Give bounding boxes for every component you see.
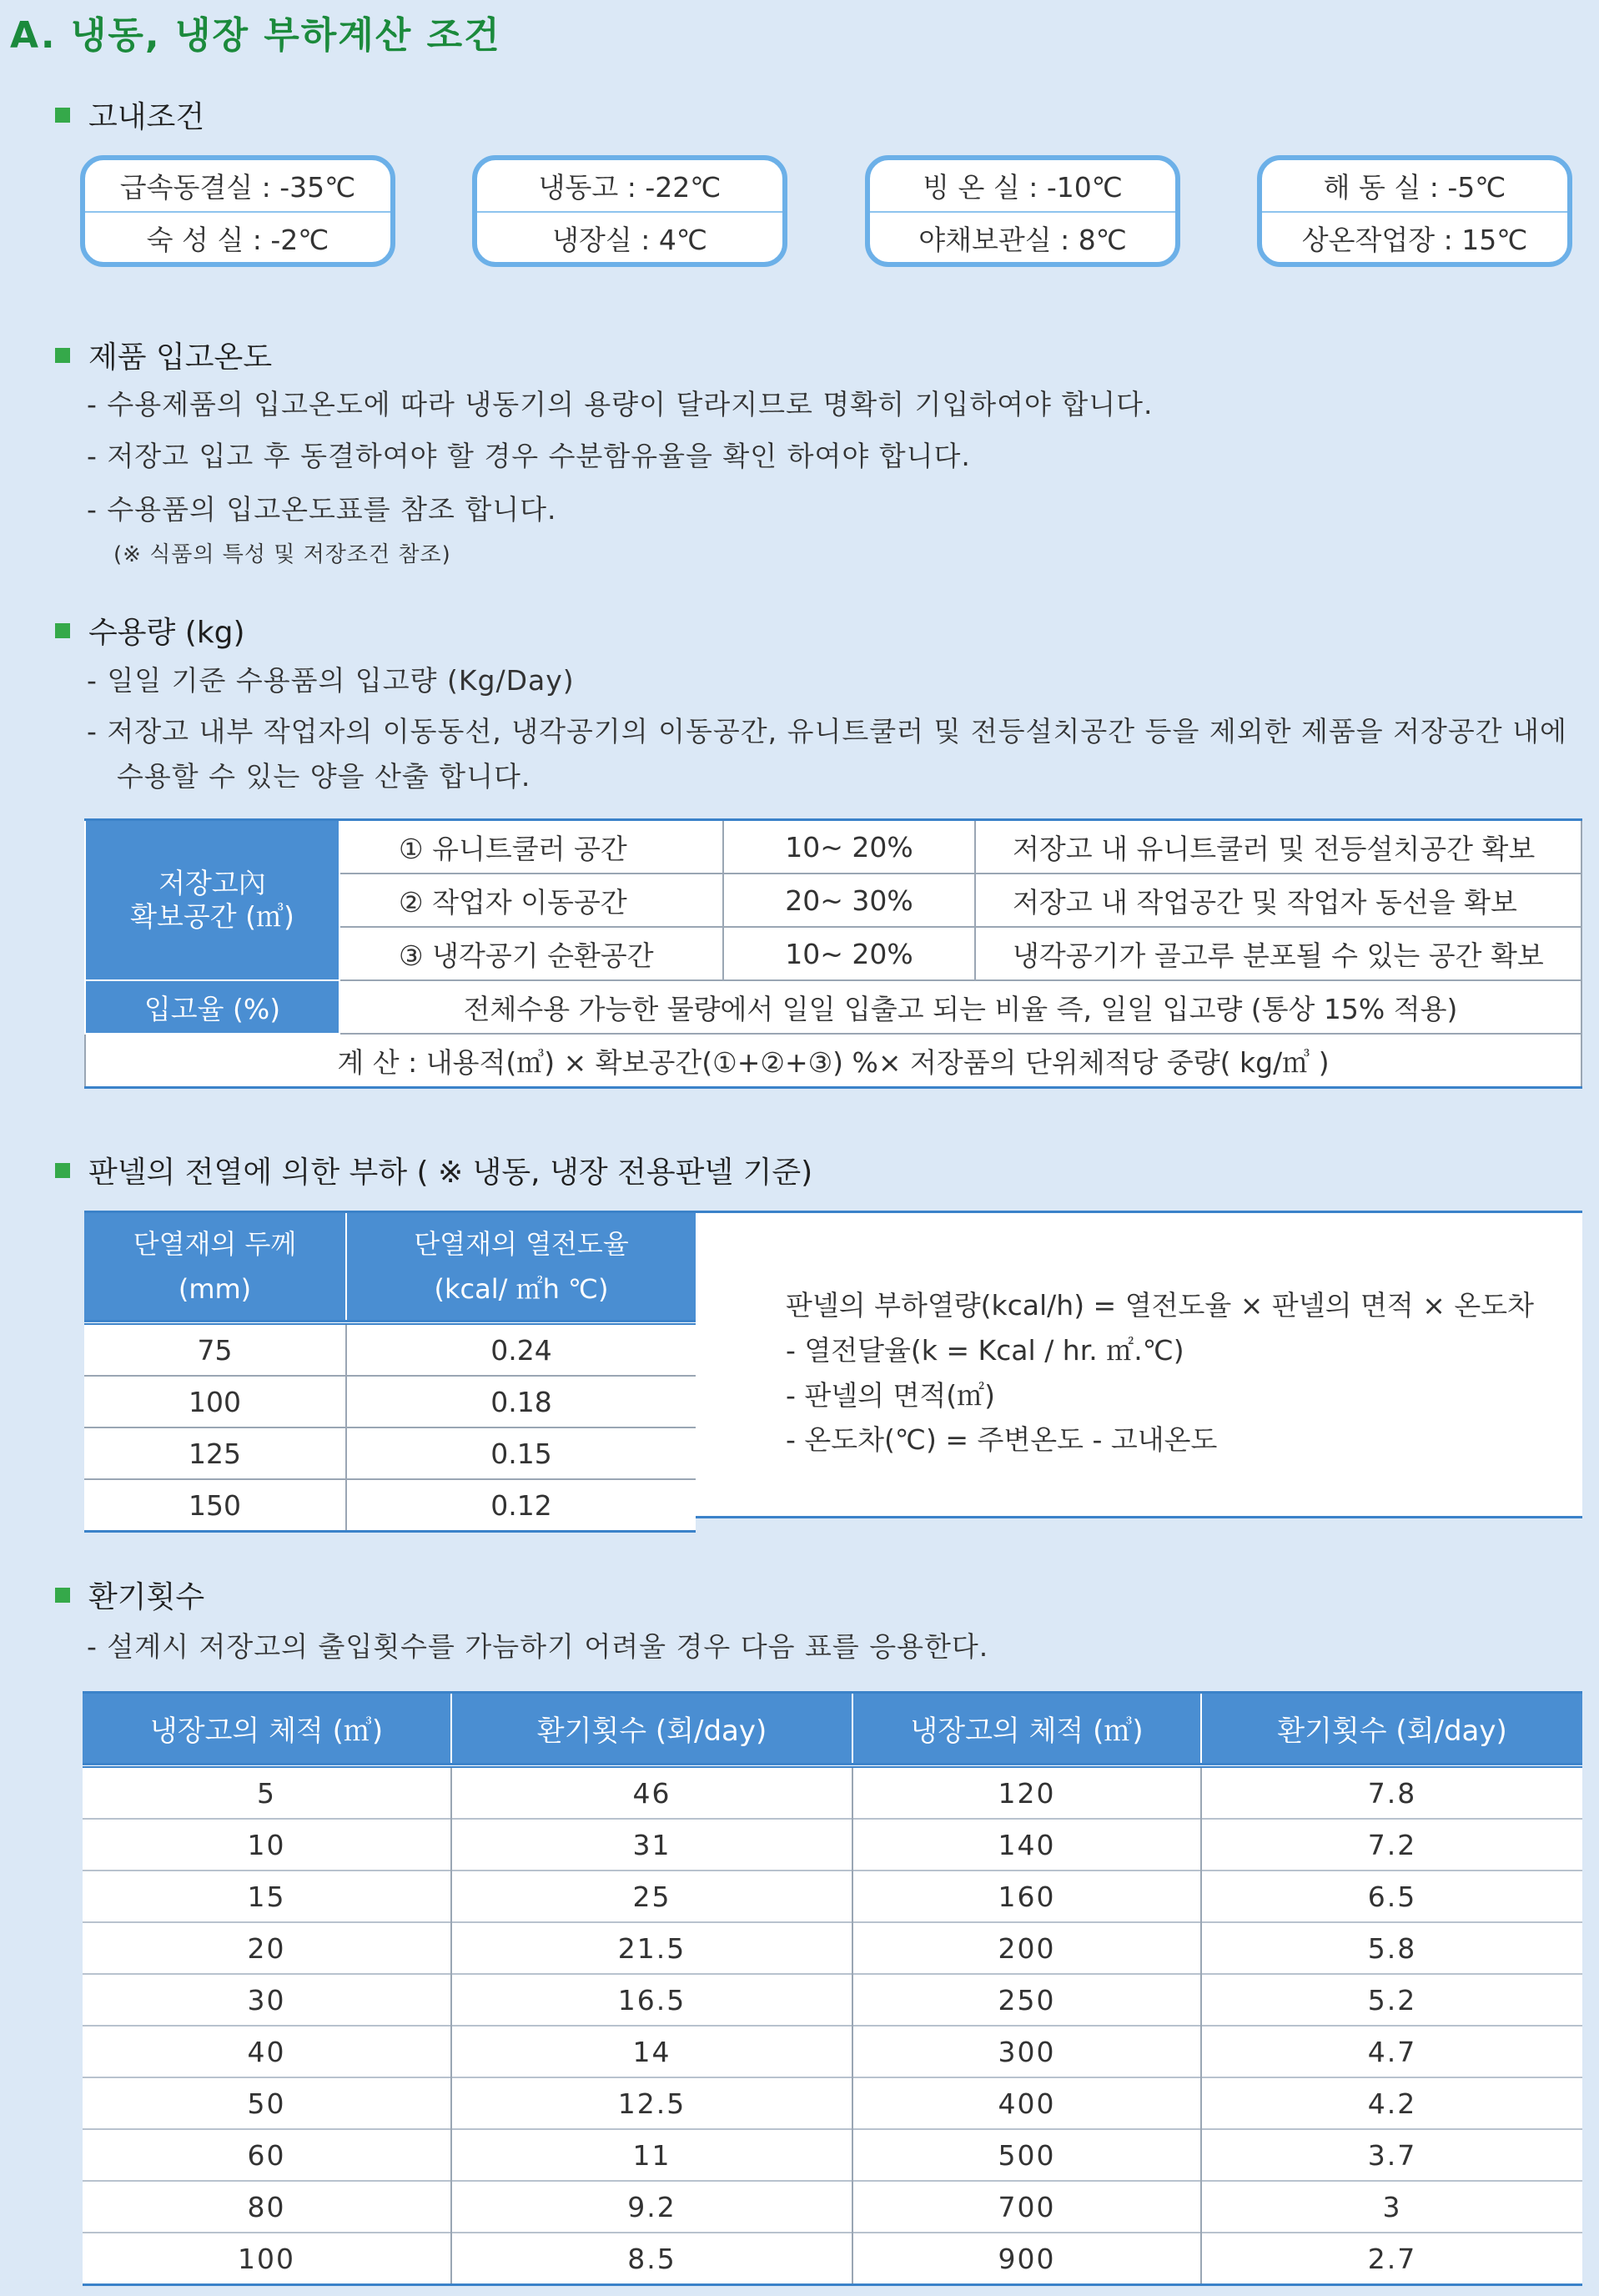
table-row	[84, 1376, 696, 1427]
table-row	[83, 2233, 1582, 2285]
volume-cell: 40	[83, 2026, 451, 2077]
ventilation-count-cell: 31	[451, 1819, 852, 1871]
space-desc: 저장고 내 작업공간 및 작업자 동선을 확보	[975, 874, 1581, 927]
ventilation-count-cell: 7.8	[1201, 1765, 1582, 1819]
condition-line: 상온작업장 : 15℃	[1262, 211, 1567, 264]
formula-line: - 판넬의 면적(㎡)	[786, 1379, 996, 1412]
section-heading-panel-load	[55, 1149, 812, 1191]
volume-cell: 100	[83, 2233, 451, 2285]
section-heading-product-temp	[55, 334, 272, 376]
conductivity-cell: 0.18	[346, 1376, 696, 1427]
capacity-line-1: - 일일 기준 수용품의 입고량 (Kg/Day)	[87, 664, 575, 697]
page-title: A. 냉동, 냉장 부하계산 조건	[10, 14, 501, 57]
ventilation-count-cell: 3.7	[1201, 2129, 1582, 2181]
table-row	[84, 1427, 696, 1479]
condition-line: 야채보관실 : 8℃	[870, 211, 1175, 264]
table-header-row	[84, 1212, 696, 1323]
space-item: ① 유니트쿨러 공간	[339, 820, 723, 874]
section-heading-label: 수용량 (kg)	[88, 616, 245, 650]
product-temp-line-1: - 수용제품의 입고온도에 따라 냉동기의 용량이 달라지므로 명확히 기입하여야 합니다.	[87, 388, 1154, 420]
table-row	[85, 980, 1581, 1034]
table-row	[83, 2026, 1582, 2077]
ventilation-count-cell: 3	[1201, 2181, 1582, 2233]
ventilation-count-cell: 2.7	[1201, 2233, 1582, 2285]
ventilation-count-cell: 11	[451, 2129, 852, 2181]
volume-cell: 400	[852, 2077, 1201, 2129]
volume-cell: 160	[852, 1871, 1201, 1922]
thickness-cell: 75	[84, 1322, 346, 1376]
calculation-formula: 계 산 : 내용적(㎥) × 확보공간(①+②+③) %× 저장품의 단위체적당 중량( kg/㎥ )	[85, 1034, 1581, 1088]
ventilation-table	[83, 1691, 1582, 2286]
table-row	[83, 1765, 1582, 1819]
table-row	[84, 1322, 696, 1376]
product-temp-line-3: - 수용품의 입고온도표를 참조 합니다.	[87, 493, 557, 526]
ventilation-table-body	[83, 1765, 1582, 2285]
volume-cell: 10	[83, 1819, 451, 1871]
capacity-line-2a: - 저장고 내부 작업자의 이동동선, 냉각공기의 이동공간, 유니트쿨러 및 전등설치공간 등을 제외한 제품을 저장공간 내에	[87, 715, 1567, 748]
storage-space-label	[85, 820, 339, 981]
space-range: 10~ 20%	[723, 927, 975, 980]
column-header-volume: 냉장고의 체적 (㎥)	[83, 1693, 451, 1766]
volume-cell: 300	[852, 2026, 1201, 2077]
table-row	[83, 1974, 1582, 2026]
section-heading-label: 판넬의 전열에 의한 부하 ( ※ 냉동, 냉장 전용판넬 기준)	[88, 1156, 813, 1190]
ventilation-count-cell: 6.5	[1201, 1871, 1582, 1922]
ventilation-count-cell: 5.2	[1201, 1974, 1582, 2026]
volume-cell: 120	[852, 1765, 1201, 1819]
section-heading-ventilation	[55, 1573, 204, 1616]
conductivity-cell: 0.15	[346, 1427, 696, 1479]
formula-line: 판넬의 부하열량(kcal/h) = 열전도율 × 판넬의 면적 × 온도차	[786, 1289, 1534, 1322]
column-header-ventilation-count: 환기횟수 (회/day)	[451, 1693, 852, 1766]
table-header-row	[83, 1693, 1582, 1766]
column-header-thickness	[84, 1212, 346, 1323]
condition-box-4	[1257, 155, 1572, 267]
volume-cell: 50	[83, 2077, 451, 2129]
condition-line: 급속동결실 : -35℃	[119, 171, 356, 204]
table-row	[83, 1819, 1582, 1871]
table-row	[83, 2077, 1582, 2129]
ventilation-count-cell: 21.5	[451, 1922, 852, 1974]
volume-cell: 15	[83, 1871, 451, 1922]
square-bullet-icon	[55, 623, 70, 638]
square-bullet-icon	[55, 1163, 70, 1178]
volume-cell: 5	[83, 1765, 451, 1819]
panel-insulation-table	[84, 1211, 696, 1533]
ventilation-line: - 설계시 저장고의 출입횟수를 가늠하기 어려울 경우 다음 표를 응용한다.	[87, 1630, 989, 1663]
volume-cell: 80	[83, 2181, 451, 2233]
table-row	[85, 820, 1581, 874]
column-header-volume: 냉장고의 체적 (㎥)	[852, 1693, 1201, 1766]
product-temp-note: (※ 식품의 특성 및 저장조건 참조)	[113, 542, 451, 567]
table-row	[83, 2181, 1582, 2233]
condition-line: 해 동 실 : -5℃	[1323, 171, 1506, 204]
formula-line: - 열전달율(k = Kcal / hr. ㎡.℃)	[786, 1334, 1184, 1367]
volume-cell: 900	[852, 2233, 1201, 2285]
space-desc: 냉각공기가 골고루 분포될 수 있는 공간 확보	[975, 927, 1581, 980]
ventilation-count-cell: 5.8	[1201, 1922, 1582, 1974]
column-header-ventilation-count: 환기횟수 (회/day)	[1201, 1693, 1582, 1766]
ventilation-count-cell: 7.2	[1201, 1819, 1582, 1871]
intake-rate-label: 입고율 (%)	[85, 980, 339, 1034]
storage-space-label-line-2: 확보공간 (㎥)	[130, 900, 294, 933]
section-heading-room-conditions	[55, 93, 204, 136]
column-header-thickness-line-1: 단열재의 두께	[133, 1228, 297, 1260]
ventilation-count-cell: 4.7	[1201, 2026, 1582, 2077]
condition-line: 냉동고 : -22℃	[538, 171, 722, 204]
conductivity-cell: 0.12	[346, 1479, 696, 1532]
table-row	[83, 1922, 1582, 1974]
volume-cell: 200	[852, 1922, 1201, 1974]
intake-rate-desc: 전체수용 가능한 물량에서 일일 입출고 되는 비율 즉, 일일 입고량 (통상 15% 적용)	[339, 980, 1581, 1034]
column-header-conductivity-line-1: 단열재의 열전도율	[414, 1228, 629, 1260]
ventilation-count-cell: 9.2	[451, 2181, 852, 2233]
volume-cell: 20	[83, 1922, 451, 1974]
conductivity-cell: 0.24	[346, 1322, 696, 1376]
square-bullet-icon	[55, 1588, 70, 1603]
ventilation-count-cell: 46	[451, 1765, 852, 1819]
column-header-conductivity-line-2: (kcal/ ㎡h ℃)	[434, 1273, 609, 1305]
thickness-cell: 125	[84, 1427, 346, 1479]
table-row	[83, 2129, 1582, 2181]
section-heading-label: 고내조건	[88, 100, 205, 134]
product-temp-line-2: - 저장고 입고 후 동결하여야 할 경우 수분함유율을 확인 하여야 합니다.	[87, 440, 971, 472]
volume-cell: 700	[852, 2181, 1201, 2233]
thickness-cell: 150	[84, 1479, 346, 1532]
column-header-conductivity	[346, 1212, 696, 1323]
section-heading-label: 제품 입고온도	[88, 340, 273, 375]
table-row	[85, 1034, 1581, 1088]
condition-box-3	[865, 155, 1180, 267]
thickness-cell: 100	[84, 1376, 346, 1427]
space-item: ② 작업자 이동공간	[339, 874, 723, 927]
condition-box-2	[472, 155, 787, 267]
ventilation-count-cell: 4.2	[1201, 2077, 1582, 2129]
ventilation-count-cell: 12.5	[451, 2077, 852, 2129]
table-row	[84, 1479, 696, 1532]
panel-load-formula-box	[696, 1211, 1582, 1518]
capacity-line-2b: 수용할 수 있는 양을 산출 합니다.	[117, 760, 531, 793]
condition-line: 빙 온 실 : -10℃	[923, 171, 1123, 204]
square-bullet-icon	[55, 348, 70, 363]
formula-line: - 온도차(℃) = 주변온도 - 고내온도	[786, 1423, 1218, 1456]
space-range: 20~ 30%	[723, 874, 975, 927]
volume-cell: 60	[83, 2129, 451, 2181]
volume-cell: 140	[852, 1819, 1201, 1871]
volume-cell: 500	[852, 2129, 1201, 2181]
storage-space-table	[84, 818, 1582, 1089]
storage-space-label-line-1: 저장고內	[158, 867, 266, 899]
volume-cell: 30	[83, 1974, 451, 2026]
section-heading-capacity	[55, 609, 245, 652]
square-bullet-icon	[55, 108, 70, 123]
ventilation-count-cell: 16.5	[451, 1974, 852, 2026]
volume-cell: 250	[852, 1974, 1201, 2026]
ventilation-count-cell: 14	[451, 2026, 852, 2077]
condition-line: 냉장실 : 4℃	[477, 211, 782, 264]
column-header-thickness-line-2: (mm)	[178, 1273, 252, 1305]
condition-line: 숙 성 실 : -2℃	[85, 211, 390, 264]
ventilation-count-cell: 8.5	[451, 2233, 852, 2285]
condition-box-1	[80, 155, 395, 267]
ventilation-count-cell: 25	[451, 1871, 852, 1922]
space-desc: 저장고 내 유니트쿨러 및 전등설치공간 확보	[975, 820, 1581, 874]
section-heading-label: 환기횟수	[88, 1580, 205, 1614]
table-row	[83, 1871, 1582, 1922]
space-item: ③ 냉각공기 순환공간	[339, 927, 723, 980]
space-range: 10~ 20%	[723, 820, 975, 874]
